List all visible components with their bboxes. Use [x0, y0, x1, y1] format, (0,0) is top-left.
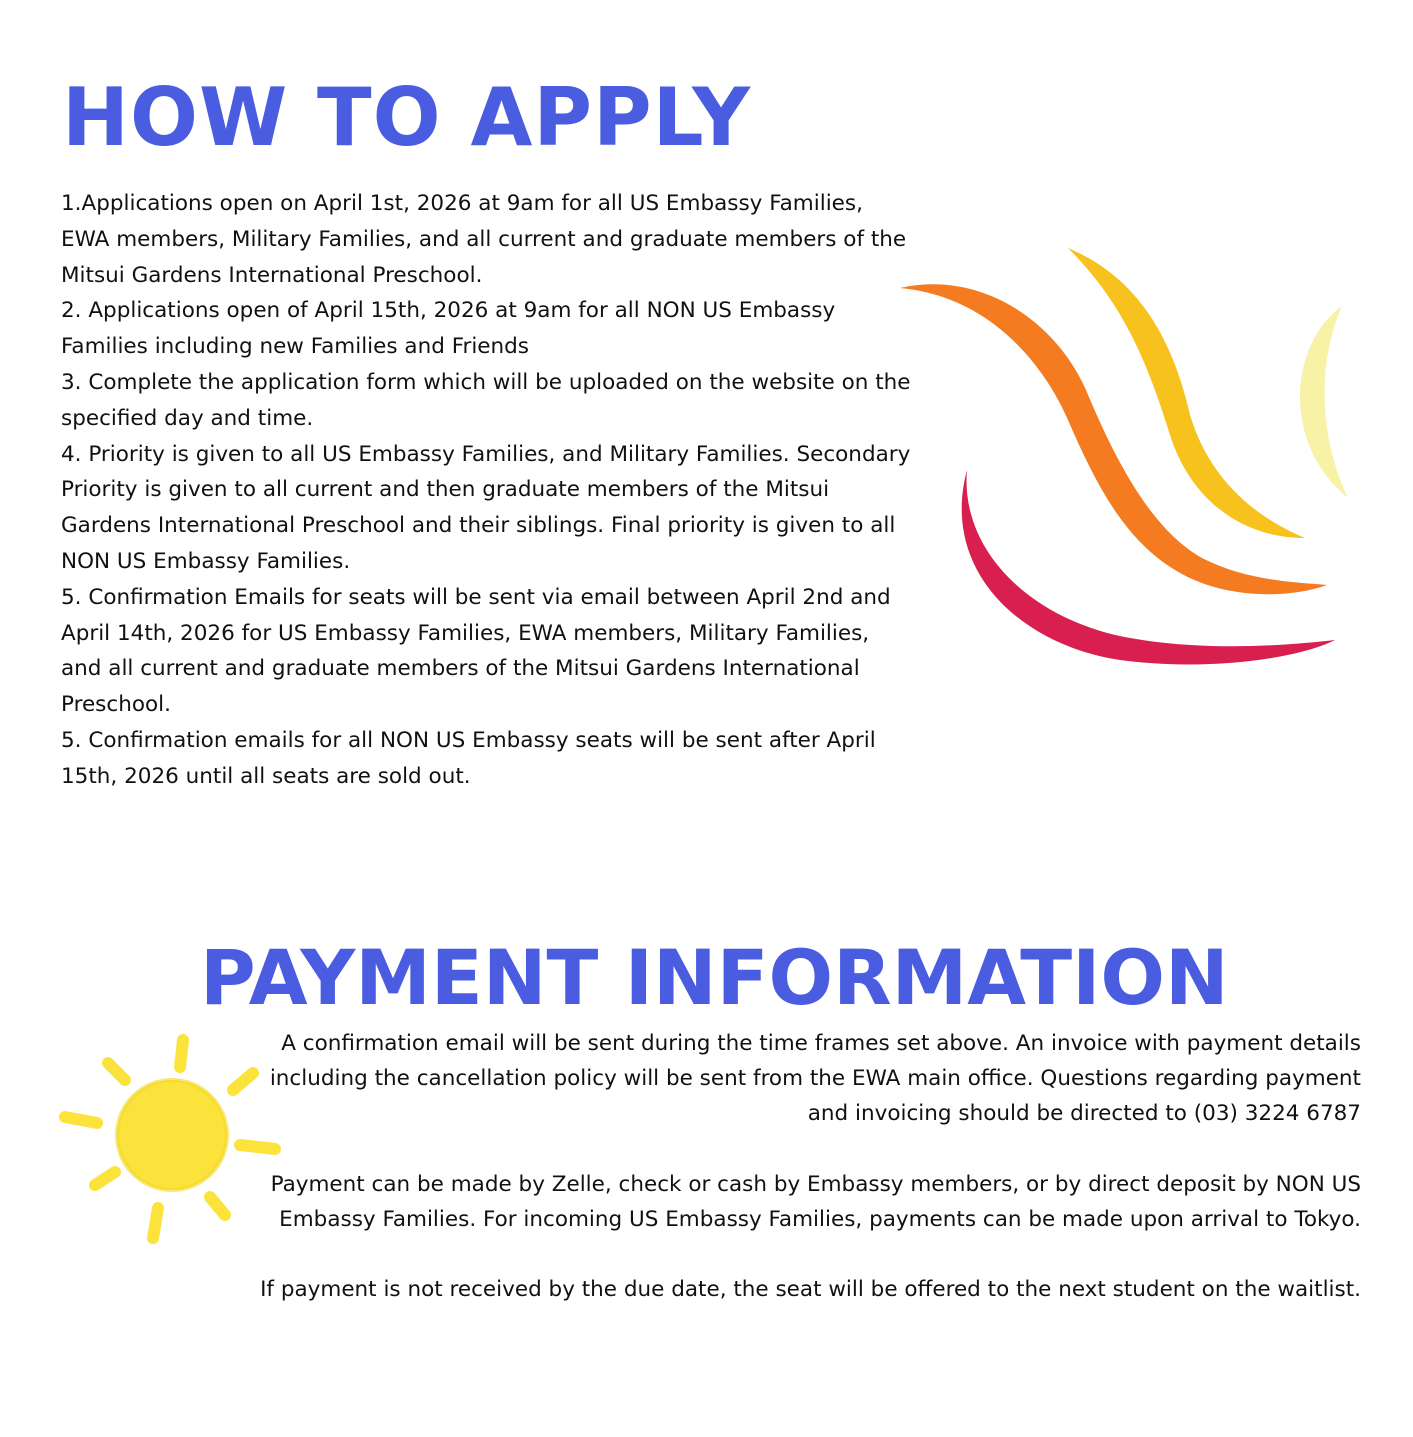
step-item: 1.Applications open on April 1st, 2026 at 9am for all US Embassy Families, EWA members, Military Families, and all current and graduate members of the Mitsui Gardens International Preschool.	[61, 191, 907, 288]
step-item: 2. Applications open of April 15th, 2026 at 9am for all NON US Embassy Families including new Families and Friends	[61, 298, 836, 360]
colorful-swoosh-icon	[890, 240, 1360, 670]
step-item: 4. Priority is given to all US Embassy Families, and Military Families. Secondary Priority is given to all current and then graduate members of the Mitsui Gardens International Preschool and their siblings. Final priority is given to all NON US Embassy Families.	[61, 441, 911, 574]
application-steps-list	[61, 186, 911, 795]
step-item: 3. Complete the application form which will be uploaded on the website on the specified day and time.	[61, 369, 911, 431]
step-item: 5. Confirmation Emails for seats will be sent via email between April 2nd and April 14th, 2026 for US Embassy Families, EWA members, Military Families, and all current and graduate members of the Mitsui Gardens International Preschool.	[61, 584, 891, 718]
how-to-apply-heading: HOW TO APPLY	[62, 71, 752, 164]
payment-paragraph: A confirmation email will be sent during the time frames set above. An invoice with payment details including the cancellation policy will be sent from the EWA main office. Questions regarding payment and invoicing should be directed to (03) 3224 6787	[269, 1031, 1361, 1127]
payment-paragraph: Payment can be made by Zelle, check or cash by Embassy members, or by direct deposit by NON US Embassy Families. For incoming US Embassy Families, payments can be made upon arrival to Tokyo.	[270, 1171, 1361, 1232]
payment-information-body	[230, 1026, 1361, 1308]
payment-information-heading: PAYMENT INFORMATION	[200, 933, 1229, 1022]
payment-paragraph: If payment is not received by the due date, the seat will be offered to the next student on the waitlist.	[260, 1277, 1361, 1303]
step-item: 5. Confirmation emails for all NON US Embassy seats will be sent after April 15th, 2026 until all seats are sold out.	[61, 727, 876, 789]
